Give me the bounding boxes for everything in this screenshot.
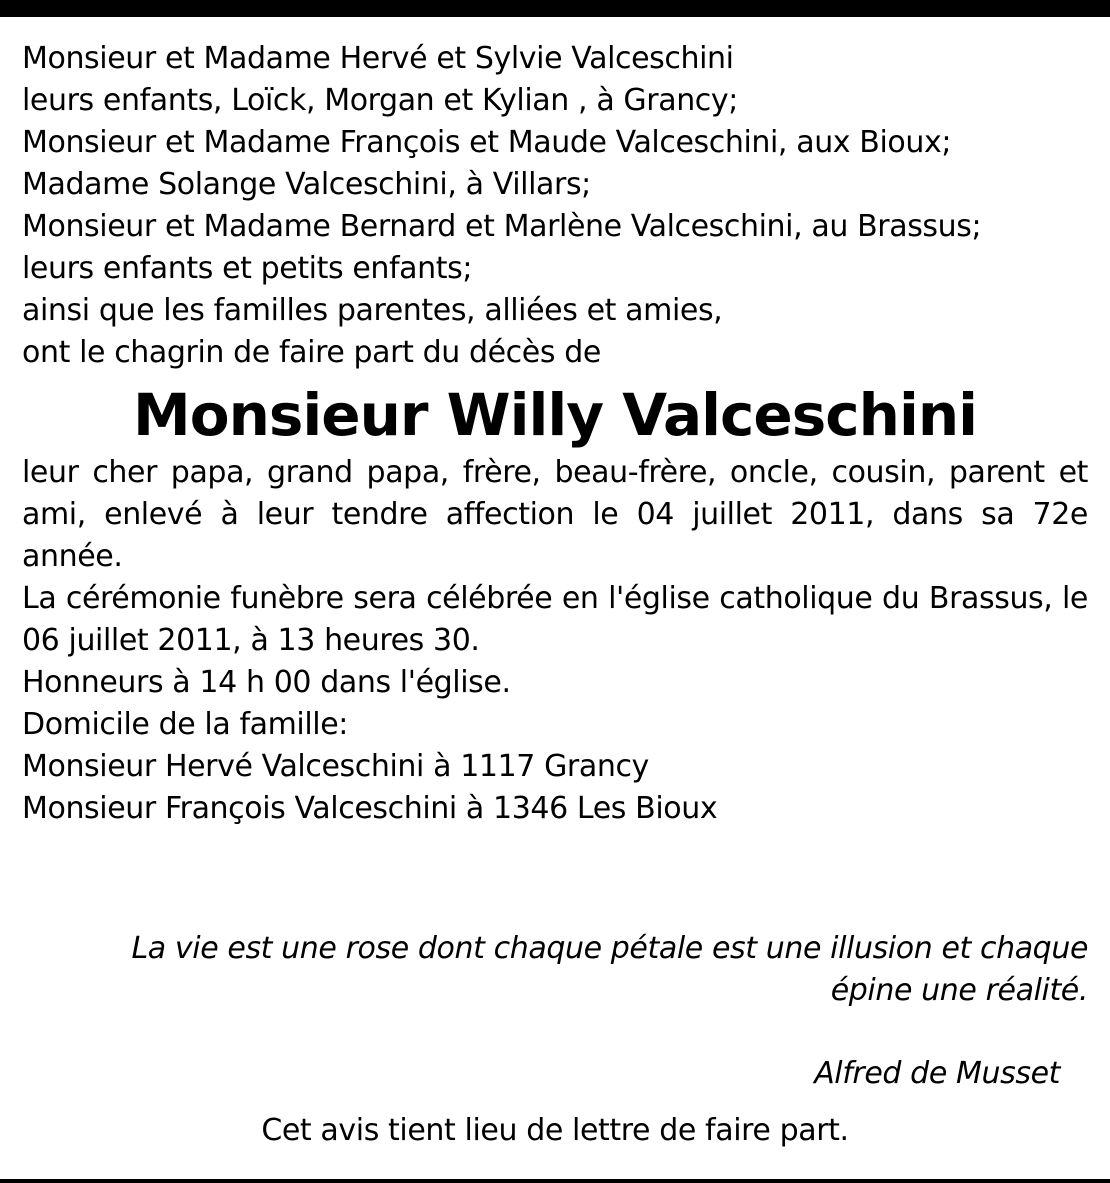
domicile-address: Monsieur Hervé Valceschini à 1117 Grancy <box>22 749 649 784</box>
bottom-border-rule <box>0 1179 1110 1183</box>
family-line: leurs enfants et petits enfants; <box>22 251 473 286</box>
family-line: Monsieur et Madame Hervé et Sylvie Valceschini <box>22 41 734 76</box>
top-border-rule <box>0 0 1110 17</box>
details-block <box>22 452 1088 830</box>
domicile-label: Domicile de la famille: <box>22 707 349 742</box>
quote-author: Alfred de Musset <box>814 1056 1060 1091</box>
relation-line: année. <box>22 539 123 574</box>
announcement-line: ont le chagrin de faire part du décès de <box>22 335 601 370</box>
family-line: Monsieur et Madame François et Maude Valceschini, aux Bioux; <box>22 125 952 160</box>
footer-note: Cet avis tient lieu de lettre de faire part. <box>261 1113 849 1148</box>
family-list <box>22 38 1088 374</box>
honours-line: Honneurs à 14 h 00 dans l'église. <box>22 665 511 700</box>
deceased-name: Monsieur Willy Valceschini <box>133 381 977 449</box>
ceremony-line: La cérémonie funèbre sera célébrée en l'église catholique du Brassus, le <box>22 581 1088 616</box>
family-line: ainsi que les familles parentes, alliées et amies, <box>22 293 723 328</box>
family-line: Monsieur et Madame Bernard et Marlène Valceschini, au Brassus; <box>22 209 982 244</box>
ceremony-line: 06 juillet 2011, à 13 heures 30. <box>22 623 480 658</box>
domicile-address: Monsieur François Valceschini à 1346 Les Bioux <box>22 791 718 826</box>
relation-line: leur cher papa, grand papa, frère, beau-frère, oncle, cousin, parent et <box>22 455 1088 490</box>
relation-line: ami, enlevé à leur tendre affection le 04 juillet 2011, dans sa 72e <box>22 497 1088 532</box>
family-line: Madame Solange Valceschini, à Villars; <box>22 167 591 202</box>
quote-block <box>28 928 1088 1012</box>
quote-line: épine une réalité. <box>830 973 1088 1008</box>
family-line: leurs enfants, Loïck, Morgan et Kylian , à Grancy; <box>22 83 738 118</box>
quote-line: La vie est une rose dont chaque pétale est une illusion et chaque <box>131 931 1088 966</box>
